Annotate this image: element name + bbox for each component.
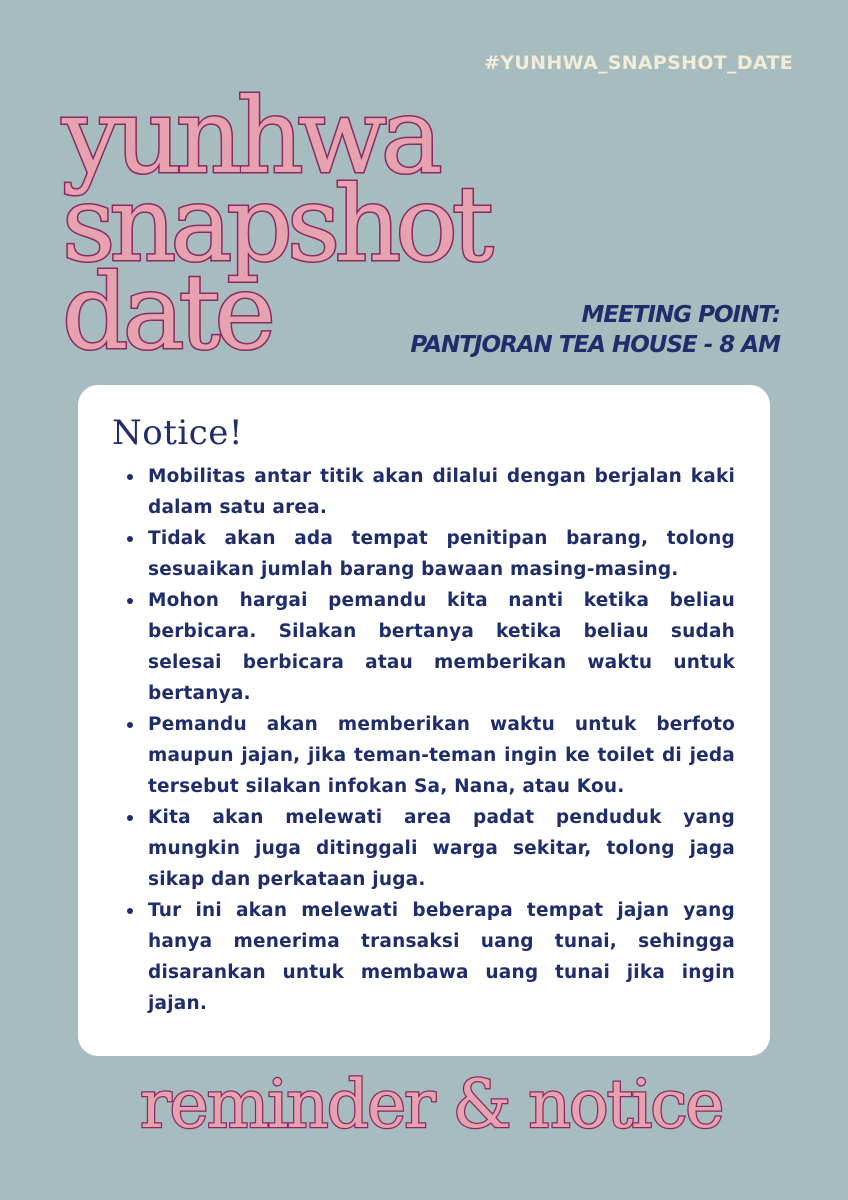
notice-heading: Notice! <box>112 413 244 453</box>
notice-item-text: Tur ini akan melewati beberapa tempat jajan yang hanya menerima transaksi uang tunai, sehingga disarankan untuk membawa uang tunai jika ingin jajan. <box>148 900 735 1014</box>
event-title-line-3: date <box>62 251 270 373</box>
meeting-point-location: PANTJORAN TEA HOUSE - 8 AM <box>410 332 780 358</box>
notice-list <box>112 461 735 1019</box>
notice-item-text: Pemandu akan memberikan waktu untuk berfoto maupun jajan, jika teman-teman ingin ke toilet di jeda tersebut silakan infokan Sa, Nana, atau Kou. <box>148 714 735 797</box>
bullet-dot <box>127 598 133 604</box>
event-title-line-1: yunhwa <box>62 75 437 197</box>
notice-item <box>112 709 735 802</box>
footer-title: reminder & notice <box>140 1066 723 1143</box>
bullet-dot <box>127 815 133 821</box>
notice-item <box>112 523 735 585</box>
notice-item-text: Mobilitas antar titik akan dilalui dengan berjalan kaki dalam satu area. <box>148 466 735 518</box>
notice-item <box>112 802 735 895</box>
notice-item <box>112 895 735 1019</box>
notice-item-text: Tidak akan ada tempat penitipan barang, tolong sesuaikan jumlah barang bawaan masing-masing. <box>148 528 735 580</box>
event-title-line-2: snapshot <box>62 163 488 285</box>
notice-item <box>112 585 735 709</box>
notice-card <box>78 385 770 1056</box>
meeting-point <box>410 300 780 360</box>
bullet-dot <box>127 536 133 542</box>
bullet-dot <box>127 474 133 480</box>
notice-item-text: Kita akan melewati area padat penduduk yang mungkin juga ditinggali warga sekitar, tolong jaga sikap dan perkataan juga. <box>148 807 735 890</box>
notice-item-text: Mohon hargai pemandu kita nanti ketika beliau berbicara. Silakan bertanya ketika beliau sudah selesai berbicara atau memberikan waktu untuk bertanya. <box>148 590 735 704</box>
hashtag: #YUNHWA_SNAPSHOT_DATE <box>484 52 793 74</box>
notice-item <box>112 461 735 523</box>
bullet-dot <box>127 908 133 914</box>
bullet-dot <box>127 722 133 728</box>
meeting-point-label: MEETING POINT: <box>581 302 780 328</box>
